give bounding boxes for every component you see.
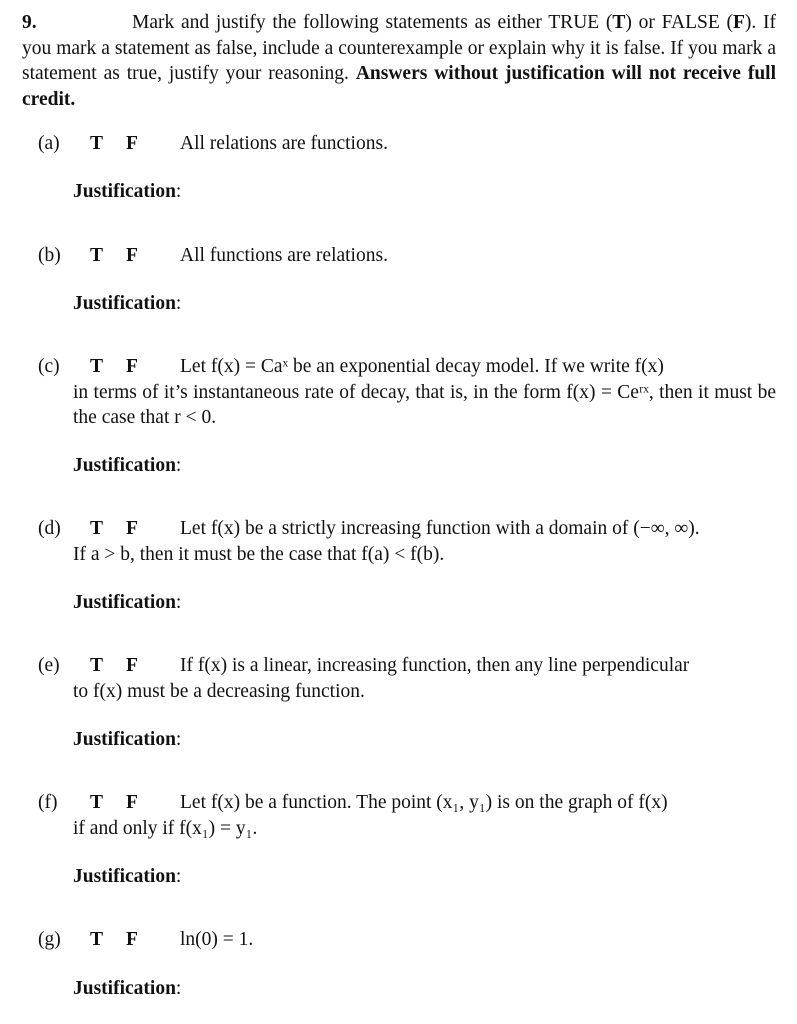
item-label: (f): [38, 792, 58, 813]
true-option[interactable]: T: [90, 356, 104, 377]
statement-d: [38, 516, 776, 567]
false-option[interactable]: F: [126, 655, 138, 676]
credit-warning: Answers without justification will not receive full credit.: [22, 63, 776, 110]
false-option[interactable]: F: [126, 518, 138, 539]
false-option[interactable]: F: [126, 929, 138, 950]
false-option[interactable]: F: [126, 133, 138, 154]
false-option[interactable]: F: [126, 792, 138, 813]
statement-continuation: in terms of it’s instantaneous rate of decay, that is, in the form f(x) = Ceʳˣ, then it must be the case that r < 0.: [73, 381, 776, 428]
item-label: (c): [38, 356, 60, 377]
statement-text: ln(0) = 1.: [180, 929, 254, 950]
item-label: (a): [38, 133, 60, 154]
question-number: 9.: [22, 12, 37, 33]
item-label: (g): [38, 929, 61, 950]
statement-text: Let f(x) be a function. The point (x₁, y₁) is on the graph of f(x): [180, 792, 668, 813]
justification-f: Justification:: [73, 866, 182, 887]
true-option[interactable]: T: [90, 655, 104, 676]
justification-g: Justification:: [73, 978, 182, 999]
true-option[interactable]: T: [90, 518, 104, 539]
justification-a: Justification:: [73, 181, 182, 202]
statement-continuation: to f(x) must be a decreasing function.: [73, 680, 365, 702]
item-label: (e): [38, 655, 60, 676]
statement-text: Let f(x) = Caˣ be an exponential decay model. If we write f(x): [180, 356, 664, 377]
statement-continuation: If a > b, then it must be the case that f(a) < f(b).: [73, 543, 445, 565]
statement-text: Let f(x) be a strictly increasing function with a domain of (−∞, ∞).: [180, 518, 700, 539]
justification-e: Justification:: [73, 729, 182, 750]
justification-c: Justification:: [73, 455, 182, 476]
true-option[interactable]: T: [90, 133, 104, 154]
true-option[interactable]: T: [90, 929, 104, 950]
true-option[interactable]: T: [90, 245, 104, 266]
item-label: (d): [38, 518, 61, 539]
question-instructions: 9. Mark and justify the following statements as either TRUE (T) or FALSE (F). If you mark a statement as false, include a counterexample or explain why it is false. If you mark a statement as true, justify your reasoning. Answers without justification will not receive full credit.: [22, 12, 776, 110]
false-option[interactable]: F: [126, 245, 138, 266]
statement-e: [38, 653, 776, 704]
statement-c: [38, 354, 776, 431]
false-option[interactable]: F: [126, 356, 138, 377]
statement-text: If f(x) is a linear, increasing function, then any line perpendicular: [180, 655, 690, 676]
true-option[interactable]: T: [90, 792, 104, 813]
statement-text: All relations are functions.: [180, 133, 388, 154]
justification-d: Justification:: [73, 592, 182, 613]
statement-f: [38, 790, 776, 841]
statement-a: [38, 131, 776, 157]
item-label: (b): [38, 245, 61, 266]
statement-continuation: if and only if f(x₁) = y₁.: [73, 817, 258, 839]
justification-b: Justification:: [73, 293, 182, 314]
statement-text: All functions are relations.: [180, 245, 388, 266]
statement-g: [38, 927, 776, 953]
statement-b: [38, 243, 776, 269]
